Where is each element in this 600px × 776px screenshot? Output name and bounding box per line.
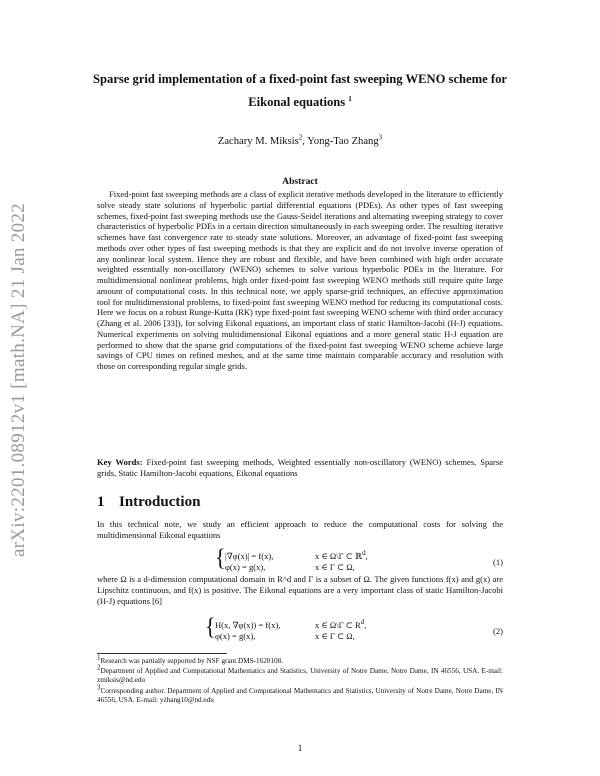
equation-2 [97, 612, 503, 642]
equation-brace: { [215, 543, 226, 572]
authors [60, 133, 540, 147]
keywords [97, 457, 503, 479]
paper-title-line-1: Sparse grid implementation of a fixed-point fast sweeping WENO scheme for [93, 72, 507, 86]
equation-1-number: (1) [493, 557, 503, 567]
arxiv-watermark [4, 180, 34, 580]
section-title: Introduction [119, 494, 201, 510]
footnote-3: $^3$Corresponding author. Department of Applied and Computational Mathematics and Statistics, University of Notre Dame, Notre Dame, IN 46556, USA. E-mail: yzhang10@nd.edu [97, 683, 503, 705]
abstract-heading: Abstract [282, 176, 318, 187]
page-number: 1 [297, 743, 303, 754]
equation-2-number: (2) [493, 626, 503, 636]
eq2-row1-lhs: H(x, ∇φ(x)) = f(x), [215, 620, 281, 630]
abstract-text: Fixed-point fast sweeping methods are a class of explicit iterative methods developed in the literature to efficiently solve steady state solutions of hyperbolic partial differential equations (PDEs). As other types of fast sweeping schemes, fixed-point fast sweeping methods use the Gauss-Seidel iterations and alternating sweeping strategy to cover characteristics of hyperbolic PDEs in a certain direction simultaneously in each sweeping order. The resulting iterative schemes have fast convergence rate to steady state solutions. Moreover, an advantage of fixed-point fast sweeping methods over other types of fast sweeping methods is that they are explicit and do not involve inverse operation of any nonlinear local system. Hence they are robust and flexible, and have been combined with high order accurate weighted essentially non-oscillatory (WENO) schemes to solve various hyperbolic PDEs in the literature. For multidimensional nonlinear problems, high order fixed-point fast sweeping WENO methods still require quite large amount of computational costs. In this technical note, we apply sparse-grid techniques, an effective approximation tool for multidimensional problems, to fixed-point fast sweeping WENO method for reducing its computational costs. Here we focus on a robust Runge-Kutta (RK) type fixed-point fast sweeping WENO scheme with third order accuracy (Zhang et al. 2006 [33]), for solving Eikonal equations, an important class of static Hamilton-Jacobi (H-J) equations. Numerical experiments on solving multidimensional Eikonal equations and a more general static H-J equation are performed to show that the sparse grid computations of the fixed-point fast sweeping WENO scheme achieve large savings of CPU times on refined meshes, and at the same time maintain comparable accuracy and resolution with those on corresponding regular single grids. [97, 189, 503, 371]
intro-paragraph-1: In this technical note, we study an efficient approach to reduce the computational costs for solving the multidimensional Eikonal equations [97, 519, 503, 540]
section-heading [97, 494, 200, 511]
eq1-row2-lhs: φ(x) = g(x), [225, 562, 266, 572]
eq1-row1-rhs: x ∈ Ω\Γ ⊂ ℝ$^d$, [315, 549, 368, 561]
paper-title-line-2 [60, 95, 540, 110]
arxiv-id: arXiv:2201.08912v1 [math.NA] 21 Jan 2022 [8, 203, 29, 557]
author-1: Zachary M. Miksis [217, 136, 299, 147]
eq2-row1-rhs: x ∈ Ω\Γ ⊂ $R^d$, [315, 618, 367, 630]
author-separator: , [302, 136, 308, 147]
equation-brace: { [205, 612, 216, 641]
title-footnote-mark: 1 [348, 94, 352, 103]
keywords-label: Key Words: [97, 457, 143, 467]
author-2: Yong-Tao Zhang [307, 136, 379, 147]
eq1-row1-lhs: |∇φ(x)| = f(x), [225, 551, 274, 561]
eq2-row2-lhs: φ(x) = g(x), [215, 631, 256, 641]
eq2-row2-rhs: x ∈ Γ ⊂ Ω, [315, 631, 355, 641]
author-1-mark: 2 [298, 133, 303, 142]
keywords-text: Fixed-point fast sweeping methods, Weighted essentially non-oscillatory (WENO) schemes, Sparse grids, Static Hamilton-Jacobi equations, Eikonal equations [97, 457, 504, 478]
paper-title-text: Eikonal equations [248, 95, 346, 109]
footnote-1: $^1$Research was partially supported by NSF grant DMS-1620108. [97, 653, 283, 665]
eq1-row2-rhs: x ∈ Γ ⊂ Ω, [315, 562, 355, 572]
equation-1 [97, 543, 503, 573]
intro-paragraph-2: where Ω is a d-dimension computational domain in R^d and Γ is a subset of Ω. The given functions f(x) and g(x) are Lipschitz continuous, and f(x) is positive. The Eikonal equations are a very important class of static Hamilton-Jacobi (H-J) equations [6] [97, 574, 503, 606]
footnote-rule [97, 653, 227, 654]
section-number: 1 [97, 494, 105, 510]
footnote-2: $^2$Department of Applied and Computational Mathematics and Statistics, University of Notre Dame, Notre Dame, IN 46556, USA. E-mail: zmiksis@nd.edu [97, 663, 503, 685]
author-2-mark: 3 [378, 133, 383, 142]
